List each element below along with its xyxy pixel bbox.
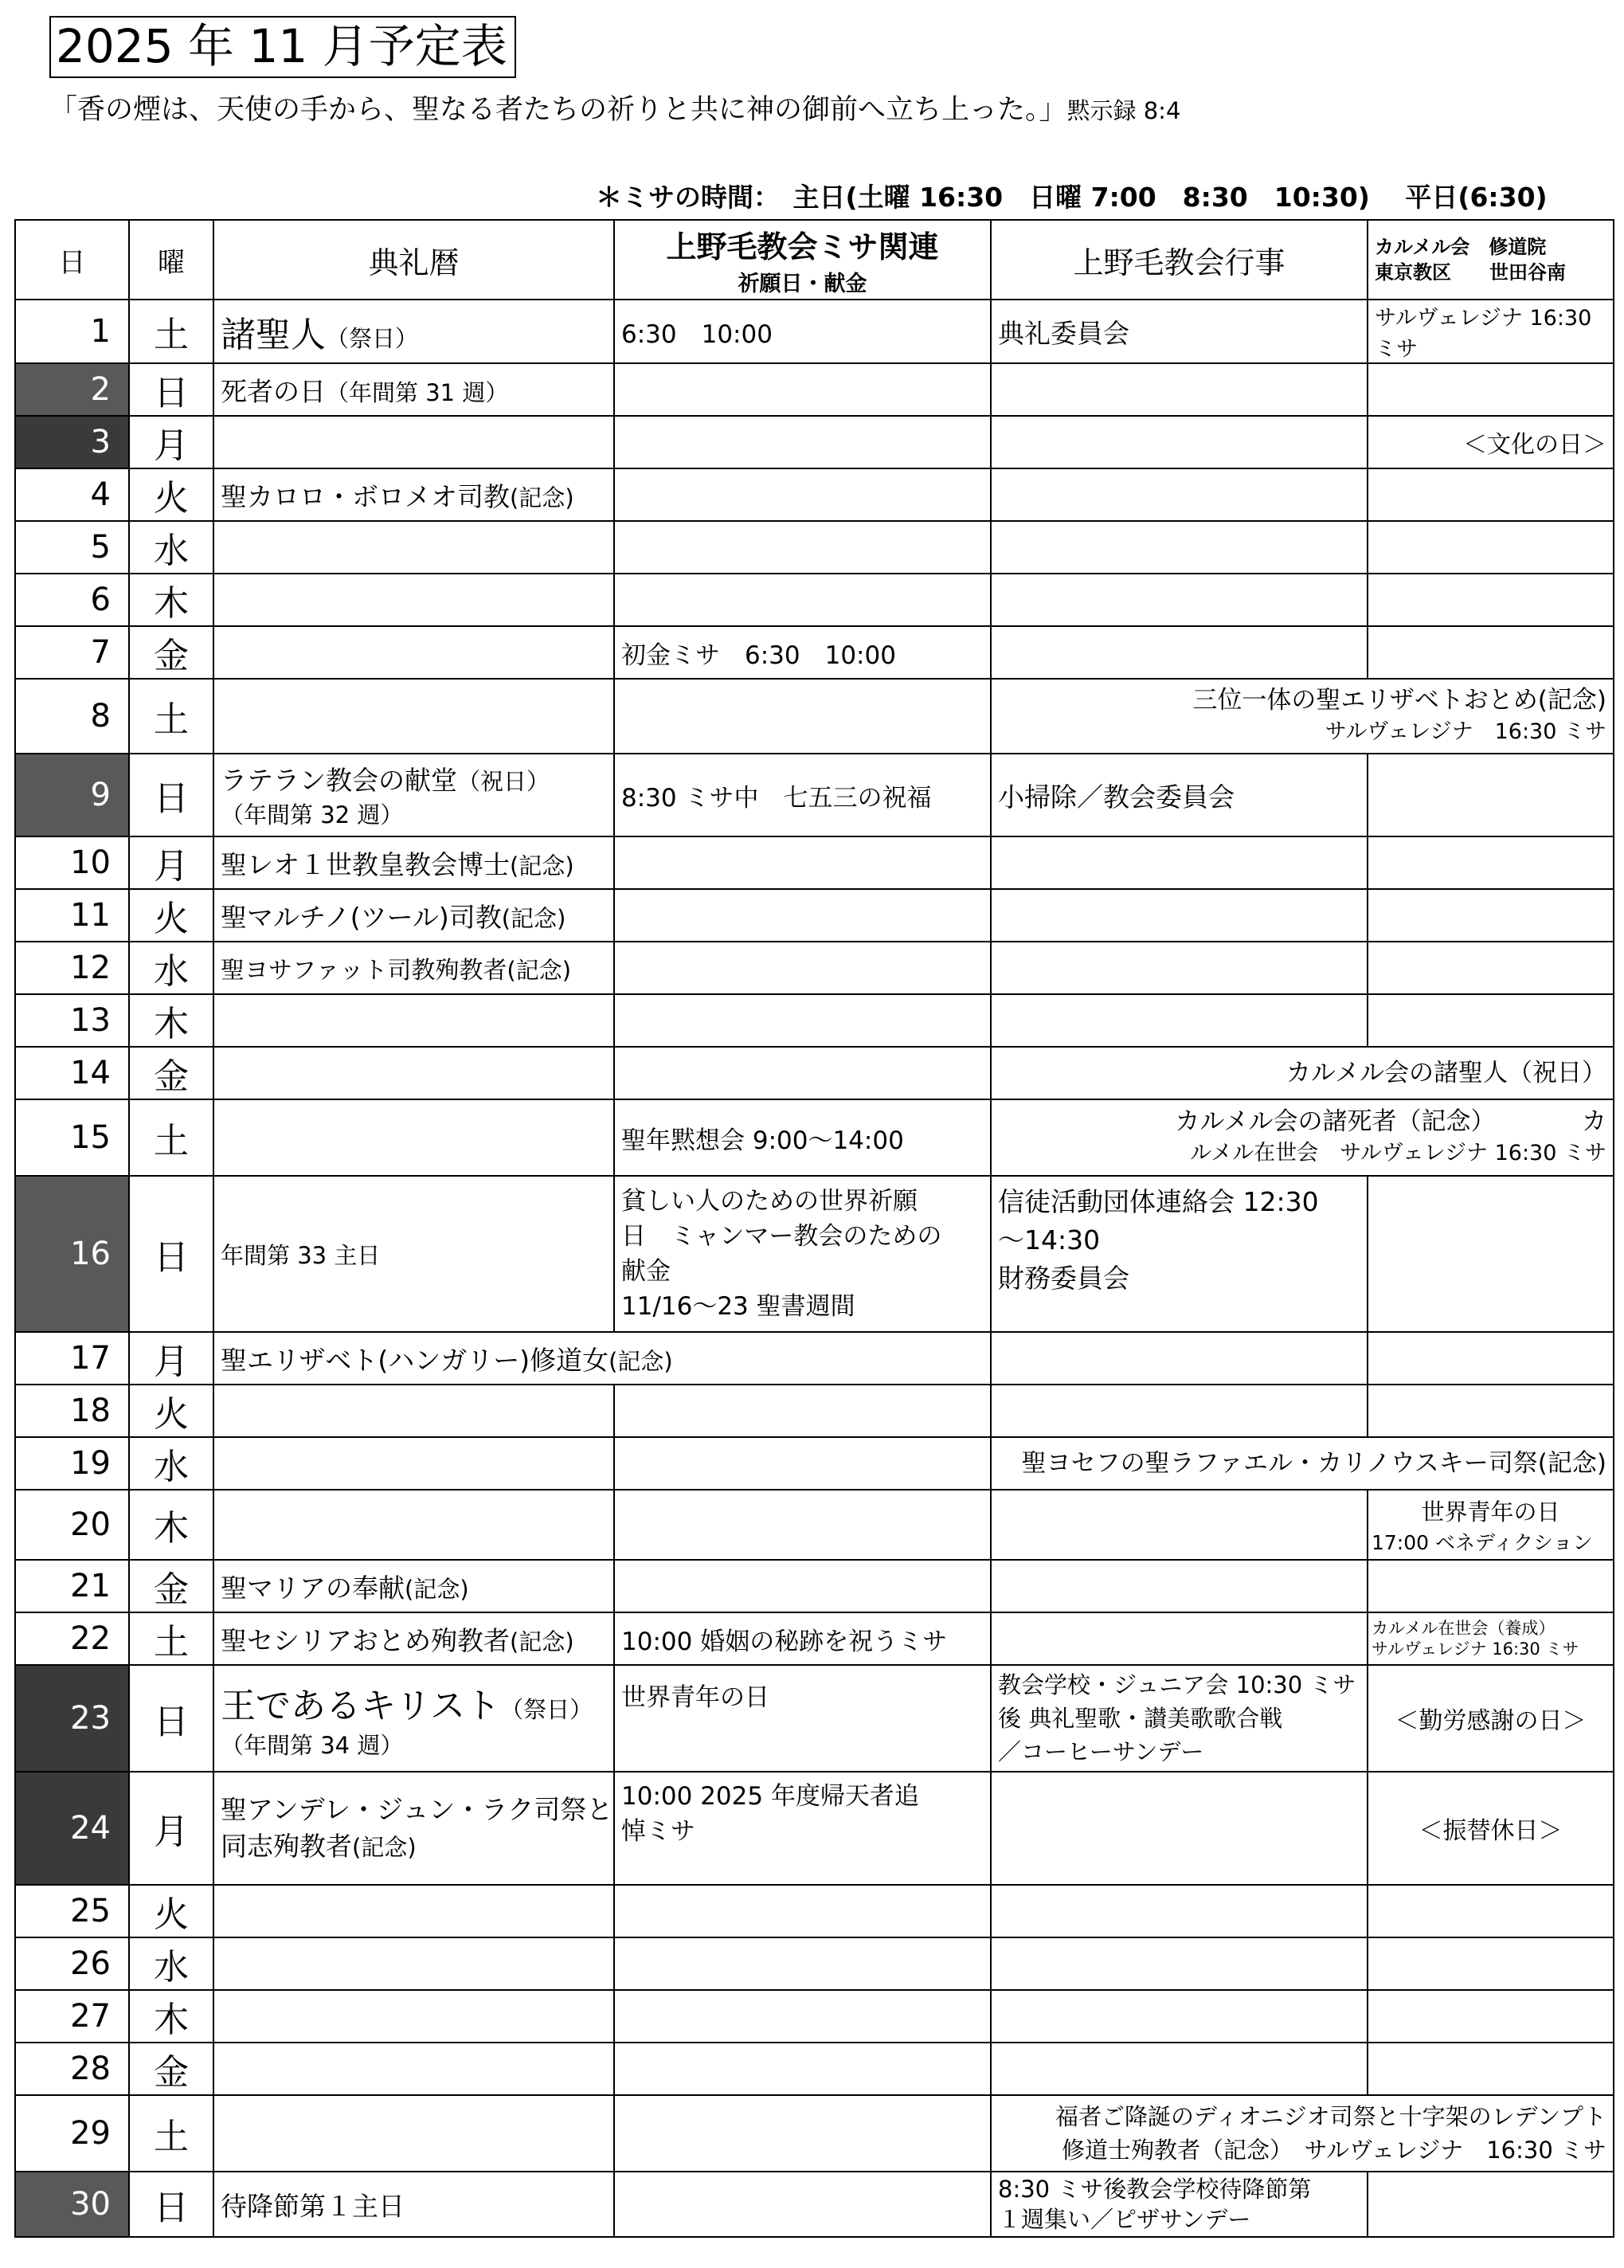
liturgy-text: ラテラン教会の献堂 [221, 765, 457, 796]
span-line-2: サルヴェレジナ 16:30 ミサ [1325, 719, 1606, 744]
liturgy-cell [213, 1437, 614, 1490]
mass-cell [614, 1560, 991, 1612]
dow-cell: 火 [129, 1385, 213, 1437]
liturgy-text: 聖エリザベト(ハンガリー)修道女 [221, 1344, 609, 1376]
table-row [15, 574, 1614, 626]
carmel-cell [1368, 1937, 1614, 1990]
liturgy-text: 待降節第１主日 [221, 2190, 405, 2222]
dow-cell: 土 [129, 1612, 213, 1665]
table-row [15, 1885, 1614, 1937]
event-span-cell [991, 1047, 1614, 1099]
dow-cell: 日 [129, 2172, 213, 2237]
mass-cell [614, 1772, 991, 1885]
dow-cell: 木 [129, 994, 213, 1047]
liturgy-week: （年間第 34 週） [221, 1731, 404, 1759]
carmel-cell [1368, 994, 1614, 1047]
event-cell [991, 836, 1368, 889]
liturgy-cell [213, 836, 614, 889]
liturgy-cell [213, 2172, 614, 2237]
event-cell: 典礼委員会 [991, 300, 1368, 363]
liturgy-rank: （年間第 31 週） [326, 378, 509, 406]
scripture-quote [49, 88, 1180, 127]
day-cell: 22 [15, 1612, 129, 1665]
carmel-cell [1368, 1612, 1614, 1665]
mass-cell [614, 2043, 991, 2095]
carmel-cell [1368, 836, 1614, 889]
carmel-cell [1368, 1490, 1614, 1560]
liturgy-feast: 王であるキリスト [221, 1685, 501, 1726]
carmel-cell [1368, 363, 1614, 416]
event-cell [991, 889, 1368, 942]
col-carmel-header [1368, 220, 1614, 300]
event-cell [991, 1772, 1368, 1885]
event-cell [991, 994, 1368, 1047]
event-line: 8:30 ミサ後教会学校待降節第 [998, 2176, 1312, 2203]
liturgy-rank: (記念) [507, 957, 572, 984]
table-row [15, 2043, 1614, 2095]
liturgy-cell [213, 2095, 614, 2172]
liturgy-cell [213, 1990, 614, 2043]
day-cell: 13 [15, 994, 129, 1047]
quote-text: 「香の煙は、天使の手から、聖なる者たちの祈りと共に神の御前へ立ち上った。」 [49, 94, 1067, 126]
dow-cell: 土 [129, 2095, 213, 2172]
liturgy-rank: （祭日） [500, 1695, 593, 1723]
dow-cell: 月 [129, 1332, 213, 1385]
day-cell: 2 [15, 363, 129, 416]
mass-cell: 初金ミサ 6:30 10:00 [614, 626, 991, 679]
liturgy-cell [213, 1937, 614, 1990]
table-row [15, 626, 1614, 679]
col-liturgy-header: 典礼暦 [213, 220, 614, 300]
mass-cell [614, 574, 991, 626]
day-cell: 3 [15, 416, 129, 468]
event-span-cell [991, 679, 1614, 754]
event-cell [991, 2043, 1368, 2095]
event-line: ～14:30 [998, 1224, 1101, 1255]
table-row [15, 1612, 1614, 1665]
day-cell: 12 [15, 942, 129, 994]
table-row [15, 416, 1614, 468]
event-cell [991, 1176, 1368, 1332]
liturgy-cell [213, 468, 614, 521]
mass-cell: 聖年黙想会 9:00～14:00 [614, 1099, 991, 1176]
mass-cell [614, 889, 991, 942]
liturgy-cell [213, 1385, 614, 1437]
mass-cell [614, 2095, 991, 2172]
mass-cell [614, 1437, 991, 1490]
carmel-cell [1368, 1990, 1614, 2043]
carmel-cell [1368, 468, 1614, 521]
dow-cell: 金 [129, 626, 213, 679]
mass-cell [614, 1490, 991, 1560]
carmel-line: 17:00 ベネディクション [1372, 1530, 1593, 1554]
mass-cell [614, 1047, 991, 1099]
day-cell: 23 [15, 1665, 129, 1772]
mass-line: 献金 [621, 1257, 671, 1286]
mass-times-note: ＊ミサの時間： 主日(土曜 16:30 日曜 7:00 8:30 10:30) 平日(6:30) [596, 182, 1548, 213]
col-events-header: 上野毛教会行事 [991, 220, 1368, 300]
event-cell [991, 1332, 1368, 1385]
liturgy-cell [213, 1332, 991, 1385]
carmel-cell: サルヴェレジナ 16:30 ミサ [1368, 300, 1614, 363]
liturgy-cell [213, 1490, 614, 1560]
span-line-1: 福者ご降誕のディオニジオ司祭と十字架のレデンプト [1055, 2103, 1606, 2130]
event-cell [991, 1885, 1368, 1937]
carmel-header-line1: カルメル会 修道院 [1375, 236, 1547, 258]
mass-cell [614, 1885, 991, 1937]
liturgy-cell [213, 521, 614, 574]
event-cell: 小掃除／教会委員会 [991, 754, 1368, 836]
day-cell: 30 [15, 2172, 129, 2237]
liturgy-rank: (記念) [510, 484, 574, 511]
table-row [15, 679, 1614, 754]
event-line: 信徒活動団体連絡会 12:30 [998, 1186, 1319, 1217]
mass-cell [614, 1176, 991, 1332]
carmel-cell [1368, 2172, 1614, 2237]
carmel-cell [1368, 1385, 1614, 1437]
dow-cell: 火 [129, 889, 213, 942]
mass-header-title: 上野毛教会ミサ関連 [666, 229, 939, 264]
day-cell: 15 [15, 1099, 129, 1176]
table-row [15, 836, 1614, 889]
table-row [15, 754, 1614, 836]
dow-cell: 月 [129, 836, 213, 889]
liturgy-cell [213, 2043, 614, 2095]
dow-cell: 日 [129, 1176, 213, 1332]
day-cell: 10 [15, 836, 129, 889]
table-row [15, 1560, 1614, 1612]
dow-cell: 木 [129, 574, 213, 626]
day-cell: 27 [15, 1990, 129, 2043]
day-cell: 11 [15, 889, 129, 942]
event-cell [991, 468, 1368, 521]
liturgy-text: 聖セシリアおとめ殉教者 [221, 1624, 510, 1656]
carmel-cell [1368, 1885, 1614, 1937]
table-row [15, 2095, 1614, 2172]
event-line: 財務委員会 [998, 1263, 1129, 1294]
carmel-line: 世界青年の日 [1421, 1498, 1560, 1526]
carmel-cell [1368, 1560, 1614, 1612]
table-row [15, 1772, 1614, 1885]
mass-cell [614, 1990, 991, 2043]
dow-cell: 日 [129, 754, 213, 836]
liturgy-text: 聖マリアの奉献 [221, 1572, 405, 1604]
mass-cell [614, 2172, 991, 2237]
day-cell: 6 [15, 574, 129, 626]
liturgy-text: 聖アンデレ・ジュン・ラク司祭と [221, 1793, 613, 1825]
event-span-cell [991, 2095, 1614, 2172]
table-row [15, 468, 1614, 521]
carmel-line: サルヴェレジナ 16:30 ミサ [1372, 1639, 1579, 1659]
day-cell: 5 [15, 521, 129, 574]
carmel-cell [1368, 574, 1614, 626]
table-row [15, 994, 1614, 1047]
day-cell: 7 [15, 626, 129, 679]
liturgy-cell [213, 574, 614, 626]
carmel-cell [1368, 754, 1614, 836]
day-cell: 29 [15, 2095, 129, 2172]
event-cell [991, 416, 1368, 468]
dow-cell: 金 [129, 1560, 213, 1612]
liturgy-text: 聖レオ１世教皇教会博士 [221, 848, 510, 880]
liturgy-feast: 諸聖人 [221, 315, 326, 355]
col-mass-header [614, 220, 991, 300]
mass-cell [614, 521, 991, 574]
liturgy-rank: （祭日） [326, 325, 419, 352]
dow-cell: 金 [129, 2043, 213, 2095]
carmel-line: カルメル在世会（養成） [1372, 1619, 1556, 1638]
mass-cell [614, 363, 991, 416]
dow-cell: 日 [129, 1665, 213, 1772]
table-row [15, 1937, 1614, 1990]
event-cell [991, 521, 1368, 574]
mass-cell [614, 1937, 991, 1990]
liturgy-cell [213, 626, 614, 679]
event-span-cell [991, 1099, 1614, 1176]
mass-line: 10:00 2025 年度帰天者追 [621, 1782, 919, 1811]
span-line-1: 聖ヨセフの聖ラファエル・カリノウスキー司祭(記念) [1021, 1449, 1606, 1478]
carmel-cell [1368, 2043, 1614, 2095]
liturgy-cell [213, 754, 614, 836]
carmel-cell: ＜振替休日＞ [1368, 1772, 1614, 1885]
liturgy-line-1 [221, 1677, 607, 1728]
header-row [15, 220, 1614, 300]
dow-cell: 水 [129, 1437, 213, 1490]
mass-line: 貧しい人のための世界祈願 [621, 1187, 918, 1216]
liturgy-cell [213, 300, 614, 363]
dow-cell: 木 [129, 1990, 213, 2043]
day-cell: 14 [15, 1047, 129, 1099]
span-line-1: カルメル会の諸聖人（祝日） [1286, 1059, 1606, 1087]
event-cell [991, 1560, 1368, 1612]
day-cell: 28 [15, 2043, 129, 2095]
liturgy-rank: （祝日） [457, 768, 550, 795]
event-cell [991, 1665, 1368, 1772]
liturgy-cell [213, 363, 614, 416]
day-cell: 26 [15, 1937, 129, 1990]
event-cell [991, 1490, 1368, 1560]
carmel-cell: ＜勤労感謝の日＞ [1368, 1665, 1614, 1772]
col-dow-header: 曜 [129, 220, 213, 300]
span-line-1: 三位一体の聖エリザベトおとめ(記念) [1192, 686, 1606, 715]
dow-cell: 木 [129, 1490, 213, 1560]
liturgy-rank: (記念) [510, 852, 574, 879]
event-cell [991, 1385, 1368, 1437]
carmel-cell [1368, 1332, 1614, 1385]
event-cell [991, 2172, 1368, 2237]
liturgy-cell [213, 889, 614, 942]
table-row [15, 1099, 1614, 1176]
table-row [15, 1437, 1614, 1490]
table-row [15, 1332, 1614, 1385]
liturgy-cell [213, 994, 614, 1047]
liturgy-cell [213, 1560, 614, 1612]
table-row [15, 300, 1614, 363]
event-cell [991, 1990, 1368, 2043]
table-row [15, 1385, 1614, 1437]
mass-cell [614, 416, 991, 468]
table-row [15, 1047, 1614, 1099]
liturgy-text: 年間第 33 主日 [221, 1241, 381, 1269]
event-cell [991, 1612, 1368, 1665]
span-line-1: カルメル会の諸死者（記念） カ [1175, 1107, 1606, 1136]
page-title: 2025 年 11 月予定表 [49, 16, 516, 78]
event-cell [991, 942, 1368, 994]
mass-cell [614, 836, 991, 889]
table-row [15, 1490, 1614, 1560]
carmel-cell [1368, 1176, 1614, 1332]
dow-cell: 土 [129, 679, 213, 754]
event-span-cell [991, 1437, 1614, 1490]
span-line-2: 修道士殉教者（記念） サルヴェレジナ 16:30 ミサ [1062, 2137, 1606, 2164]
day-cell: 24 [15, 1772, 129, 1885]
carmel-header-line2: 東京教区 世田谷南 [1375, 261, 1566, 284]
event-line: 後 典礼聖歌・讃美歌歌合戦 [998, 1705, 1283, 1732]
mass-cell [614, 942, 991, 994]
liturgy-text: 聖ヨサファット司教殉教者 [221, 957, 507, 985]
day-cell: 16 [15, 1176, 129, 1332]
table-row [15, 363, 1614, 416]
liturgy-line-2 [221, 1828, 607, 1866]
span-line-2: ルメル在世会 サルヴェレジナ 16:30 ミサ [1189, 1141, 1606, 1165]
mass-cell [614, 679, 991, 754]
liturgy-rank: (記念) [510, 1628, 574, 1655]
liturgy-cell [213, 416, 614, 468]
liturgy-week: （年間第 32 週） [221, 801, 404, 828]
dow-cell: 水 [129, 1937, 213, 1990]
day-cell: 21 [15, 1560, 129, 1612]
liturgy-cell [213, 1612, 614, 1665]
table-row [15, 2172, 1614, 2237]
event-cell [991, 574, 1368, 626]
col-day-header: 日 [15, 220, 129, 300]
mass-cell: 世界青年の日 [614, 1665, 991, 1772]
event-cell [991, 1937, 1368, 1990]
table-row [15, 521, 1614, 574]
mass-cell [614, 1385, 991, 1437]
liturgy-cell [213, 1176, 614, 1332]
dow-cell: 火 [129, 1885, 213, 1937]
table-row [15, 942, 1614, 994]
day-cell: 4 [15, 468, 129, 521]
dow-cell: 水 [129, 942, 213, 994]
liturgy-rank: (記念) [352, 1833, 417, 1861]
liturgy-cell [213, 1047, 614, 1099]
liturgy-cell [213, 1665, 614, 1772]
liturgy-cell [213, 1772, 614, 1885]
mass-cell [614, 994, 991, 1047]
table-row [15, 889, 1614, 942]
table-row [15, 1176, 1614, 1332]
mass-cell: 10:00 婚姻の秘跡を祝うミサ [614, 1612, 991, 1665]
mass-cell [614, 468, 991, 521]
liturgy-text: 聖カロロ・ボロメオ司教 [221, 480, 510, 512]
mass-line: 悼ミサ [621, 1817, 695, 1846]
quote-reference: 黙示録 8:4 [1066, 97, 1181, 124]
carmel-cell: ＜文化の日＞ [1368, 416, 1614, 468]
table-row [15, 1990, 1614, 2043]
day-cell: 25 [15, 1885, 129, 1937]
liturgy-cell [213, 1885, 614, 1937]
mass-cell: 8:30 ミサ中 七五三の祝福 [614, 754, 991, 836]
carmel-cell [1368, 521, 1614, 574]
event-line: ／コーヒーサンデー [998, 1738, 1204, 1765]
liturgy-text-2: 同志殉教者 [221, 1830, 352, 1862]
dow-cell: 月 [129, 416, 213, 468]
mass-cell: 6:30 10:00 [614, 300, 991, 363]
day-cell: 19 [15, 1437, 129, 1490]
liturgy-line-1 [221, 760, 607, 797]
table-row [15, 1665, 1614, 1772]
dow-cell: 月 [129, 1772, 213, 1885]
event-line: 教会学校・ジュニア会 10:30 ミサ [998, 1671, 1356, 1698]
liturgy-rank: (記念) [501, 904, 566, 932]
dow-cell: 日 [129, 363, 213, 416]
day-cell: 20 [15, 1490, 129, 1560]
dow-cell: 土 [129, 1099, 213, 1176]
liturgy-cell [213, 679, 614, 754]
carmel-cell [1368, 942, 1614, 994]
liturgy-rank: (記念) [405, 1575, 469, 1603]
carmel-cell [1368, 889, 1614, 942]
mass-line: 日 ミャンマー教会のための [621, 1222, 942, 1251]
dow-cell: 水 [129, 521, 213, 574]
day-cell: 9 [15, 754, 129, 836]
liturgy-rank: (記念) [609, 1347, 673, 1375]
event-line: １週集い／ピザサンデー [998, 2206, 1251, 2233]
day-cell: 17 [15, 1332, 129, 1385]
event-cell [991, 363, 1368, 416]
liturgy-cell [213, 942, 614, 994]
day-cell: 1 [15, 300, 129, 363]
liturgy-cell [213, 1099, 614, 1176]
dow-cell: 金 [129, 1047, 213, 1099]
mass-line: 11/16～23 聖書週間 [621, 1292, 855, 1321]
dow-cell: 火 [129, 468, 213, 521]
day-cell: 18 [15, 1385, 129, 1437]
carmel-cell [1368, 626, 1614, 679]
dow-cell: 土 [129, 300, 213, 363]
mass-header-sub: 祈願日・献金 [738, 272, 867, 296]
schedule-table [14, 219, 1614, 2238]
liturgy-text: 聖マルチノ(ツール)司教 [221, 901, 502, 933]
event-cell [991, 626, 1368, 679]
day-cell: 8 [15, 679, 129, 754]
liturgy-text: 死者の日 [221, 375, 326, 407]
